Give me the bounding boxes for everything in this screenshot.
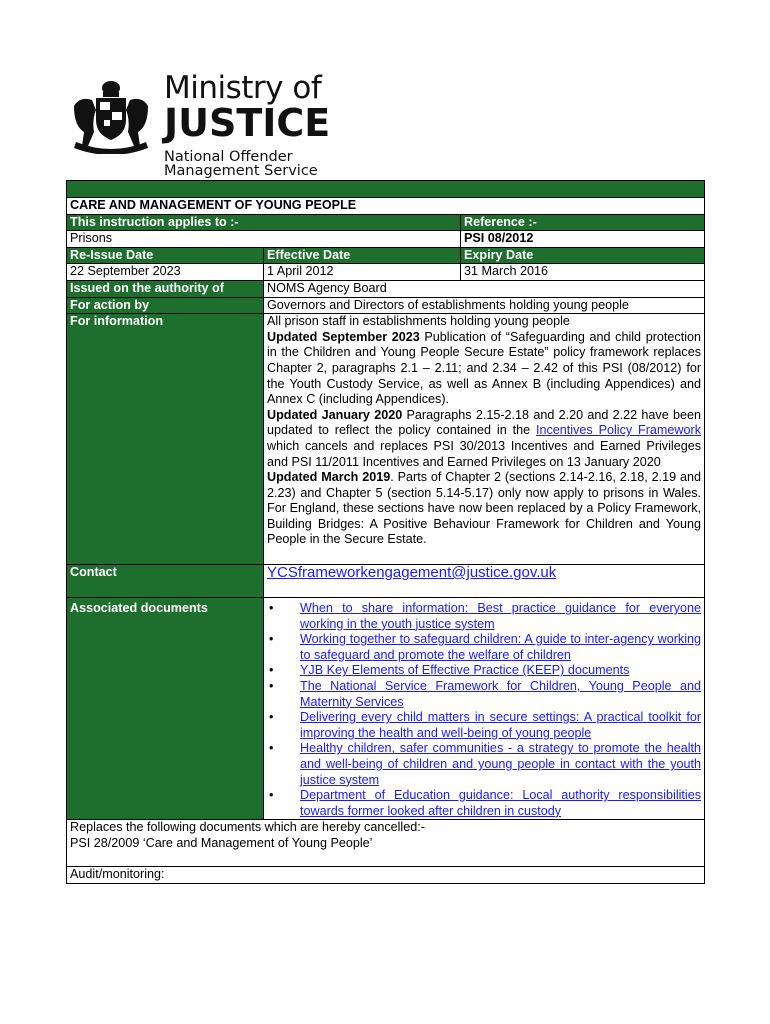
authority-value: NOMS Agency Board [264, 280, 705, 297]
associated-docs-list [267, 601, 701, 819]
sub-org-line1: National Offender [164, 149, 293, 165]
org-name-line2: JUSTICE [164, 101, 331, 145]
reissue-label: Re-Issue Date [67, 247, 264, 264]
associated-doc-link[interactable]: YJB Key Elements of Effective Practice (KEEP) documents [300, 663, 630, 678]
associated-doc-link[interactable]: The National Service Framework for Children, Young People and Maternity Services [300, 679, 702, 709]
update-2019 [267, 470, 701, 548]
update-2019-text: . Parts of Chapter 2 (sections 2.14-2.16, 2.18, 2.19 and 2.23) and Chapter 5 (section 5.14-5.17) only now apply to prisons in Wales. For England, these sections have now been replaced by a Policy Framework, Building Bridges: A Positive Behaviour Framework for Children and Young People in the Secure Estate. [267, 470, 702, 547]
associated-doc-link[interactable]: Working together to safeguard children: A guide to inter-agency working to safeguard and promote the welfare of children [300, 632, 702, 662]
associated-docs-row [67, 598, 705, 820]
authority-row [67, 280, 705, 297]
associated-doc-link[interactable]: Delivering every child matters in secure settings: A practical toolkit for improving the health and well-being of young people [300, 710, 702, 740]
update-2023-heading: Updated September 2023 [267, 329, 420, 344]
information-label: For information [67, 314, 264, 565]
applies-value-row [67, 231, 705, 248]
associated-doc-link[interactable]: Healthy children, safer communities - a strategy to promote the health and well-being of children and young people in contact with the youth justice system [300, 741, 702, 787]
associated-doc-link[interactable]: When to share information: Best practice guidance for everyone working in the youth justice system [300, 601, 702, 631]
applies-row [67, 214, 705, 231]
org-name-line1: Ministry of [164, 70, 322, 106]
applies-value: Prisons [67, 231, 461, 248]
sub-org-line2: Management Service [164, 163, 318, 179]
contact-label: Contact [67, 565, 264, 598]
audit-row [67, 867, 705, 884]
associated-doc-item [300, 741, 701, 788]
reference-value: PSI 08/2012 [461, 231, 705, 248]
update-2020-heading: Updated January 2020 [267, 407, 403, 422]
update-2020-text2: which cancels and replaces PSI 30/2013 Incentives and Earned Privileges and PSI 11/2011 Incentives and Earned Privileges on 13 January 2020 [267, 438, 702, 469]
associated-doc-item [300, 710, 701, 741]
header-bar [67, 181, 705, 198]
header-bar-row [67, 181, 705, 198]
associated-doc-link[interactable]: Department of Education guidance: Local authority responsibilities towards former looked after children in custody [300, 788, 702, 818]
applies-label: This instruction applies to :- [67, 214, 461, 231]
action-value: Governors and Directors of establishments holding young people [264, 297, 705, 314]
update-2020 [267, 408, 701, 470]
associated-doc-item [300, 679, 701, 710]
information-row [67, 314, 705, 565]
contact-value-cell [264, 565, 705, 598]
title-row [67, 198, 705, 215]
authority-label: Issued on the authority of [67, 280, 264, 297]
effective-value: 1 April 2012 [264, 264, 461, 281]
info-line1: All prison staff in establishments holding young people [267, 314, 570, 329]
associated-doc-item [300, 788, 701, 819]
dates-value-row [67, 264, 705, 281]
associated-docs-label: Associated documents [67, 598, 264, 820]
update-2019-heading: Updated March 2019 [267, 470, 391, 485]
audit-label: Audit/monitoring: [67, 867, 705, 884]
effective-label: Effective Date [264, 247, 461, 264]
document-title: CARE AND MANAGEMENT OF YOUNG PEOPLE [67, 198, 705, 215]
ministry-of-justice-logo [66, 70, 336, 178]
expiry-value: 31 March 2016 [461, 264, 705, 281]
expiry-label: Expiry Date [461, 247, 705, 264]
associated-docs-cell [264, 598, 705, 820]
update-2023-text: Publication of “Safeguarding and child protection in the Children and Young People Secure Estate” policy framework replaces Chapter 2, paragraphs 2.1 – 2.11; and 2.34 – 2.42 of this PSI (08/2012) for the Youth Custody Service, as well as Annex B (including Appendices) and Annex C (including Appendices). [267, 329, 702, 407]
update-2023 [267, 330, 701, 408]
associated-doc-item [300, 601, 701, 632]
incentives-policy-link[interactable]: Incentives Policy Framework [535, 423, 702, 438]
replaces-cell [67, 820, 705, 867]
replaces-row [67, 820, 705, 867]
information-value [264, 314, 705, 565]
reissue-value: 22 September 2023 [67, 264, 264, 281]
replaces-line1: Replaces the following documents which are hereby cancelled:- [70, 820, 425, 835]
associated-doc-item [300, 663, 701, 679]
action-label: For action by [67, 297, 264, 314]
associated-doc-item [300, 632, 701, 663]
contact-row [67, 565, 705, 598]
instruction-details-table [66, 180, 705, 884]
action-row [67, 297, 705, 314]
update-2020-text1: Paragraphs 2.15-2.18 and 2.20 and 2.22 have been updated to reflect the policy contained in the [267, 407, 701, 438]
replaces-line2: PSI 28/2009 ‘Care and Management of Young People’ [70, 835, 373, 850]
dates-label-row [67, 247, 705, 264]
royal-coat-of-arms-icon [66, 76, 156, 154]
reference-label: Reference :- [461, 214, 705, 231]
contact-email-link[interactable]: YCSframeworkengagement@justice.gov.uk [267, 564, 557, 582]
